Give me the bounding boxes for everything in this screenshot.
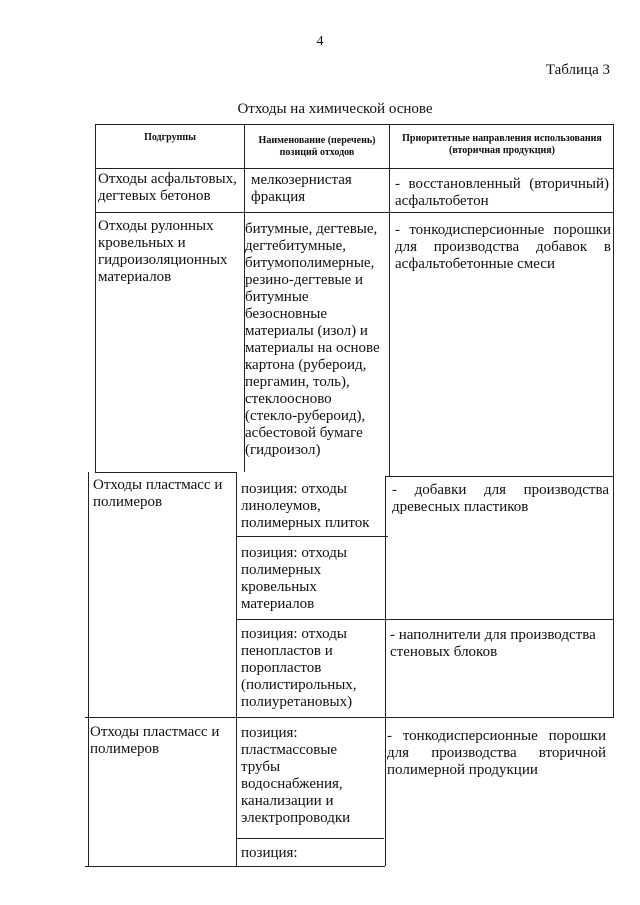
- row-4-group: Отходы пластмасс и полимеров: [90, 724, 220, 757]
- row-3-use-1: - добавки для производства древесных пластиков: [392, 482, 609, 515]
- table-title: Отходы на химической основе: [237, 101, 433, 117]
- row-3-item-3: позиция: отходы пенопластов и поропластов (полистирольных, полиуретановых): [241, 626, 357, 710]
- col-border-2: [389, 124, 390, 476]
- header-subgroups: Подгруппы: [144, 132, 196, 143]
- page-number: 4: [316, 34, 324, 49]
- row-2-item: битумные, дегтевые, дегтебитумные, битумополимерные, резино-дегтевые и битумные безосновные материалы (изол) и материалы на основе картона (рубероид, пергамин, толь), стеклоосново (стекло-рубероид), асбестовой бумаге (гидроизол): [245, 221, 380, 458]
- table-border-top: [95, 124, 614, 125]
- row-4-use: - тонкодисперсионные порошки для производства вторичной полимерной продукции: [387, 728, 606, 778]
- row-1-group: Отходы асфальтовых, дегтевых бетонов: [98, 171, 237, 204]
- row-2-bottom-b: [385, 476, 614, 477]
- row-3-use-2: - наполнители для производства стеновых блоков: [390, 627, 596, 660]
- row-2-group: Отходы рулонных кровельных и гидроизоляционных материалов: [98, 218, 228, 285]
- header-waste-names: Наименование (перечень) позиций отходов: [258, 135, 376, 158]
- header-usage-directions: Приоритетные направления использования (вторичная продукция): [402, 133, 602, 156]
- table-header-bottom: [95, 168, 614, 169]
- row-4-item-2: позиция:: [241, 845, 298, 861]
- row-4-item-1: позиция: пластмассовые трубы водоснабжения, канализации и электропроводки: [241, 725, 351, 826]
- row-3-bottom: [85, 717, 614, 718]
- col-border-left-lower: [88, 472, 89, 866]
- row-3-group: Отходы пластмасс и полимеров: [93, 477, 223, 510]
- col-border-2-lower: [385, 476, 386, 866]
- row-2-use: - тонкодисперсионные порошки для производства добавок в асфальтобетонные смеси: [395, 222, 611, 272]
- row-2-bottom-a: [95, 472, 236, 473]
- row-1-item: мелкозернистая фракция: [251, 172, 352, 205]
- subrow-4-bottom: [236, 838, 384, 839]
- row-3-item-1: позиция: отходы линолеумов, полимерных плиток: [241, 481, 370, 531]
- col-border-right: [613, 124, 614, 718]
- col-border-left: [95, 124, 96, 472]
- row-1-use: - восстановленный (вторичный) асфальтобетон: [395, 176, 609, 209]
- table-label: Таблица 3: [545, 62, 610, 78]
- subrow-2-bottom: [236, 619, 614, 620]
- subrow-1-bottom: [236, 536, 388, 537]
- row-3-item-2: позиция: отходы полимерных кровельных материалов: [241, 545, 347, 612]
- row-1-bottom: [95, 212, 614, 213]
- table-bottom: [85, 866, 385, 867]
- col-border-1-lower: [236, 472, 237, 866]
